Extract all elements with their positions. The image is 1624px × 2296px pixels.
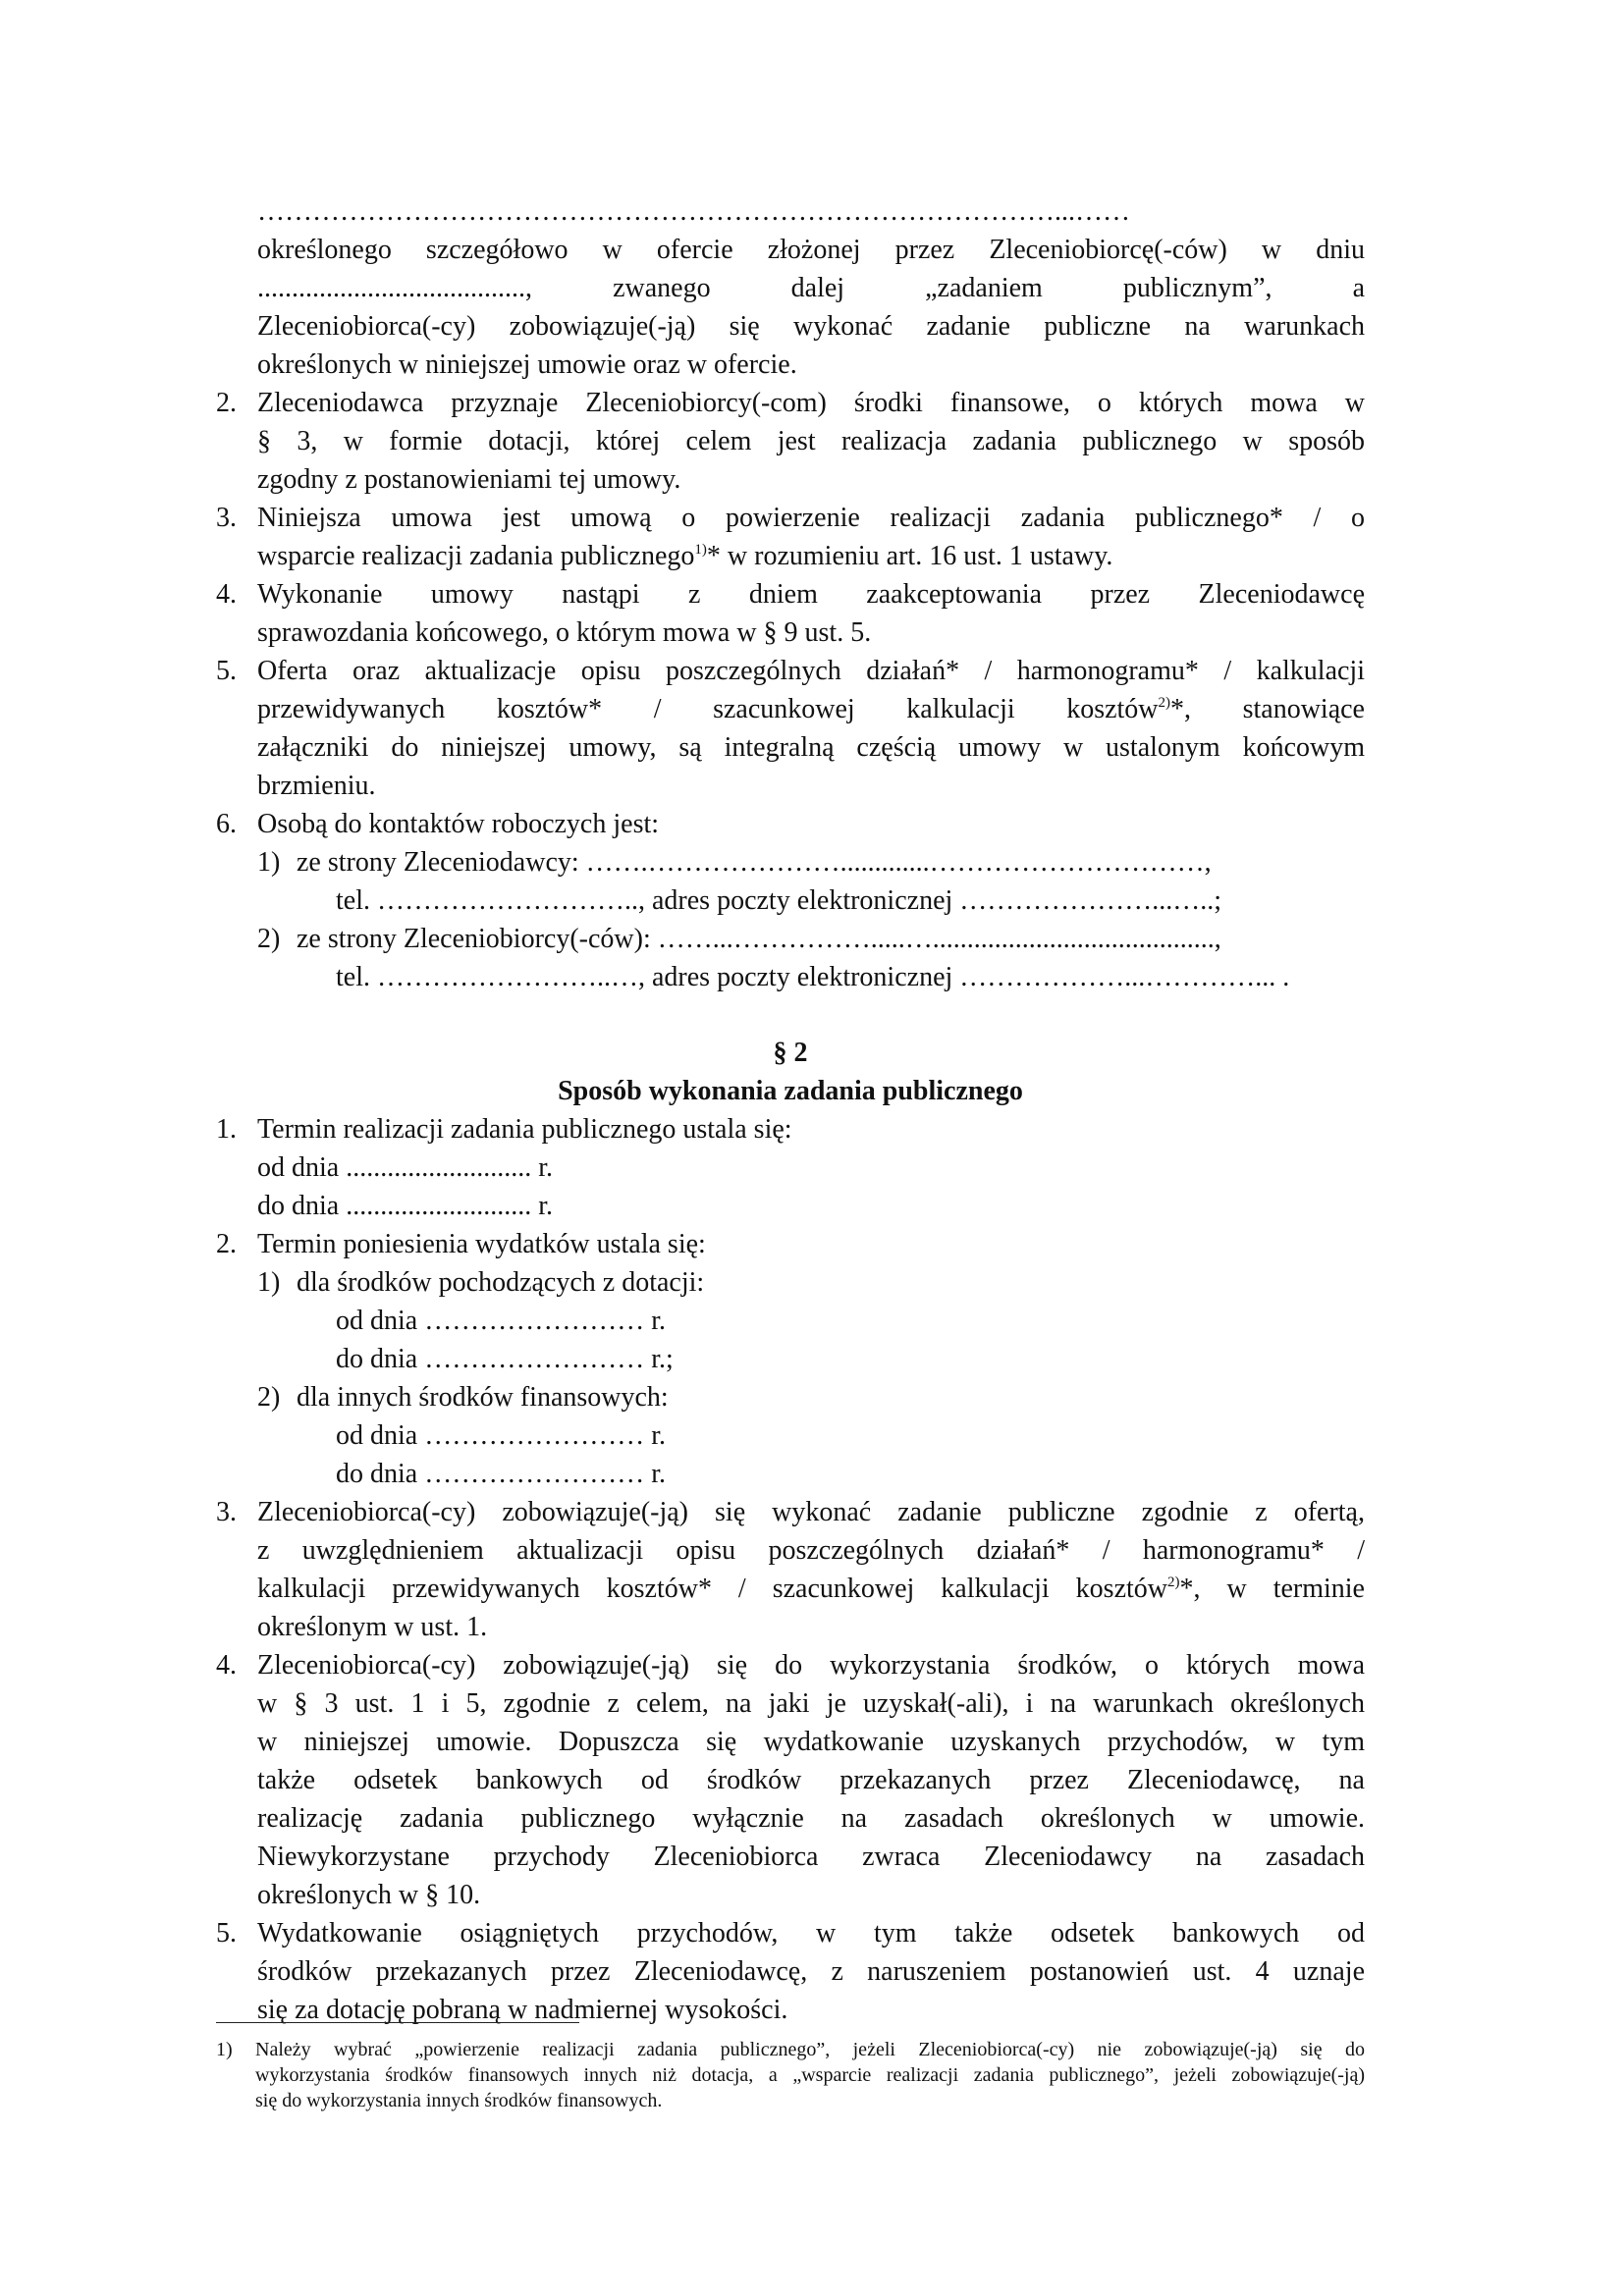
footnote-ref: 2) [1158, 695, 1171, 711]
s1-point-4 [216, 575, 1365, 652]
point-line: Osobą do kontaktów roboczych jest: [257, 809, 660, 839]
point-line: sprawozdania końcowego, o którym mowa w § 9 ust. 5. [257, 617, 872, 648]
intro-line: ......................................., zwanego dalej „zadaniem publicznym”, a [257, 273, 1365, 303]
point-number: 5. [216, 656, 237, 686]
point-line: dla innych środków finansowych: [297, 1382, 669, 1413]
date-from-line: od dnia ........................... r. [257, 1152, 553, 1183]
footnote-separator [216, 2022, 579, 2023]
text-run: kalkulacji przewidywanych kosztów* / szacunkowej kalkulacji kosztów [257, 1574, 1167, 1604]
point-line: realizację zadania publicznego wyłącznie na zasadach określonych w umowie. [257, 1803, 1365, 1834]
point-line: Zleceniodawca przyznaje Zleceniobiorcy(-com) środki finansowe, o których mowa w [257, 388, 1365, 418]
contact-field-line: tel. ……………………..…, adres poczty elektronicznej ………………...…………... . [336, 962, 1290, 992]
point-line: środków przekazanych przez Zleceniodawcę, z naruszeniem postanowień ust. 4 uznaje [257, 1956, 1365, 1987]
point-line: się za dotację pobraną w nadmiernej wysokości. [257, 1995, 788, 2025]
point-line: dla środków pochodzących z dotacji: [297, 1267, 705, 1298]
point-number: 3. [216, 503, 237, 533]
footnote [216, 2037, 1365, 2113]
date-to-line: do dnia ........................... r. [257, 1191, 553, 1221]
point-line: § 3, w formie dotacji, której celem jest realizacja zadania publicznego w sposób [257, 426, 1365, 456]
text-run: przewidywanych kosztów* / szacunkowej kalkulacji kosztów [257, 694, 1159, 724]
s1-point-3 [216, 499, 1365, 575]
section-title: Sposób wykonania zadania publicznego [558, 1076, 1023, 1106]
point-line: w § 3 ust. 1 i 5, zgodnie z celem, na jaki je uzyskał(-ali), i na warunkach określonych [257, 1688, 1365, 1719]
footnote-ref[interactable]: 1) [694, 542, 707, 558]
contact-subpoint-1 [216, 843, 1365, 920]
point-line: określonych w § 10. [257, 1880, 481, 1910]
point-number: 1. [216, 1114, 237, 1145]
subpoint-number: 1) [257, 847, 281, 878]
intro-line: określonych w niniejszej umowie oraz w ofercie. [257, 349, 797, 380]
contact-field-line: ze strony Zleceniobiorcy(-ców): ……...…………….....…........................................., [297, 924, 1221, 954]
date-from-line: od dnia …………………… r. [336, 1420, 666, 1451]
point-line: zgodny z postanowieniami tej umowy. [257, 464, 681, 495]
contact-field-line: tel. ……………………….., adres poczty elektronicznej …………………...…..; [336, 885, 1222, 916]
point-line: z uwzględnieniem aktualizacji opisu poszczególnych działań* / harmonogramu* / [257, 1535, 1365, 1566]
point-number: 5. [216, 1918, 237, 1949]
subpoint-number: 1) [257, 1267, 281, 1298]
expense-subpoint-2 [216, 1378, 1365, 1493]
footnote-line: się do wykorzystania innych środków finansowych. [255, 2090, 663, 2111]
spacer [216, 996, 1365, 1034]
s2-point-5 [216, 1914, 1365, 2029]
subpoint-number: 2) [257, 1382, 281, 1413]
s1-point-6 [216, 805, 1365, 843]
document-page [216, 192, 1365, 2029]
point-number: 3. [216, 1497, 237, 1527]
point-line: Wydatkowanie osiągniętych przychodów, w tym także odsetek bankowych od [257, 1918, 1365, 1949]
date-to-line: do dnia …………………… r. [336, 1459, 666, 1489]
section-symbol: § 2 [773, 1038, 808, 1068]
s2-point-2 [216, 1225, 1365, 1263]
point-line: Wykonanie umowy nastąpi z dniem zaakceptowania przez Zleceniodawcę [257, 579, 1365, 610]
contact-field-line: ze strony Zleceniodawcy: …….………………….............…………………………, [297, 847, 1212, 878]
point-line: Zleceniobiorca(-cy) zobowiązuje(-ją) się wykonać zadanie publiczne zgodnie z ofertą, [257, 1497, 1365, 1527]
subpoint-number: 2) [257, 924, 281, 954]
s2-point-4 [216, 1646, 1365, 1914]
point-line: Termin realizacji zadania publicznego ustala się: [257, 1114, 792, 1145]
footnote-body [216, 2037, 1365, 2113]
date-to-line: do dnia …………………… r.; [336, 1344, 674, 1374]
intro-line: ……………………………………………………………………………...…… [257, 196, 1130, 227]
point-line: Niewykorzystane przychody Zleceniobiorca zwraca Zleceniodawcy na zasadach [257, 1842, 1365, 1872]
point-line: w niniejszej umowie. Dopuszcza się wydatkowanie uzyskanych przychodów, w tym [257, 1727, 1365, 1757]
point-number: 4. [216, 579, 237, 610]
intro-line: określonego szczegółowo w ofercie złożonej przez Zleceniobiorcę(-ców) w dniu [257, 235, 1365, 265]
point-line: Zleceniobiorca(-cy) zobowiązuje(-ją) się do wykorzystania środków, o których mowa [257, 1650, 1365, 1681]
footnote-number: 1) [216, 2039, 233, 2060]
point-line: także odsetek bankowych od środków przekazanych przez Zleceniodawcę, na [257, 1765, 1365, 1795]
point-line: Niniejsza umowa jest umową o powierzenie realizacji zadania publicznego* / o [257, 503, 1365, 533]
contact-subpoint-2 [216, 920, 1365, 996]
text-run: *, stanowiące [1170, 694, 1365, 724]
point-number: 2. [216, 1229, 237, 1259]
expense-subpoint-1 [216, 1263, 1365, 1378]
intro-paragraph [216, 192, 1365, 384]
date-from-line: od dnia …………………… r. [336, 1306, 666, 1336]
s1-point-2 [216, 384, 1365, 499]
point-line: załączniki do niniejszej umowy, są integralną częścią umowy w ustalonym końcowym [257, 732, 1365, 763]
text-run: * w rozumieniu art. 16 ust. 1 ustawy. [706, 541, 1113, 571]
text-run: wsparcie realizacji zadania publicznego [257, 541, 695, 571]
intro-line: Zleceniobiorca(-cy) zobowiązuje(-ją) się wykonać zadanie publiczne na warunkach [257, 311, 1365, 342]
text-run: *, w terminie [1179, 1574, 1365, 1604]
point-line [257, 690, 1365, 728]
point-line: określonym w ust. 1. [257, 1612, 488, 1642]
point-line: Oferta oraz aktualizacje opisu poszczególnych działań* / harmonogramu* / kalkulacji [257, 656, 1365, 686]
point-line [257, 1570, 1365, 1608]
point-number: 6. [216, 809, 237, 839]
footnote-line: wykorzystania środków finansowych innych niż dotacja, a „wsparcie realizacji zadania publicznego”, jeżeli zobowiązuje(-ją) [255, 2064, 1365, 2086]
point-number: 2. [216, 388, 237, 418]
footnote-line: Należy wybrać „powierzenie realizacji zadania publicznego”, jeżeli Zleceniobiorca(-cy) nie zobowiązuje(-ją) się do [255, 2039, 1365, 2060]
s2-point-3 [216, 1493, 1365, 1646]
point-line: Termin poniesienia wydatków ustala się: [257, 1229, 706, 1259]
point-line: brzmieniu. [257, 771, 376, 801]
s2-point-1 [216, 1110, 1365, 1225]
point-number: 4. [216, 1650, 237, 1681]
point-line [257, 537, 1365, 575]
s1-point-5 [216, 652, 1365, 805]
footnote-ref: 2) [1167, 1575, 1180, 1590]
